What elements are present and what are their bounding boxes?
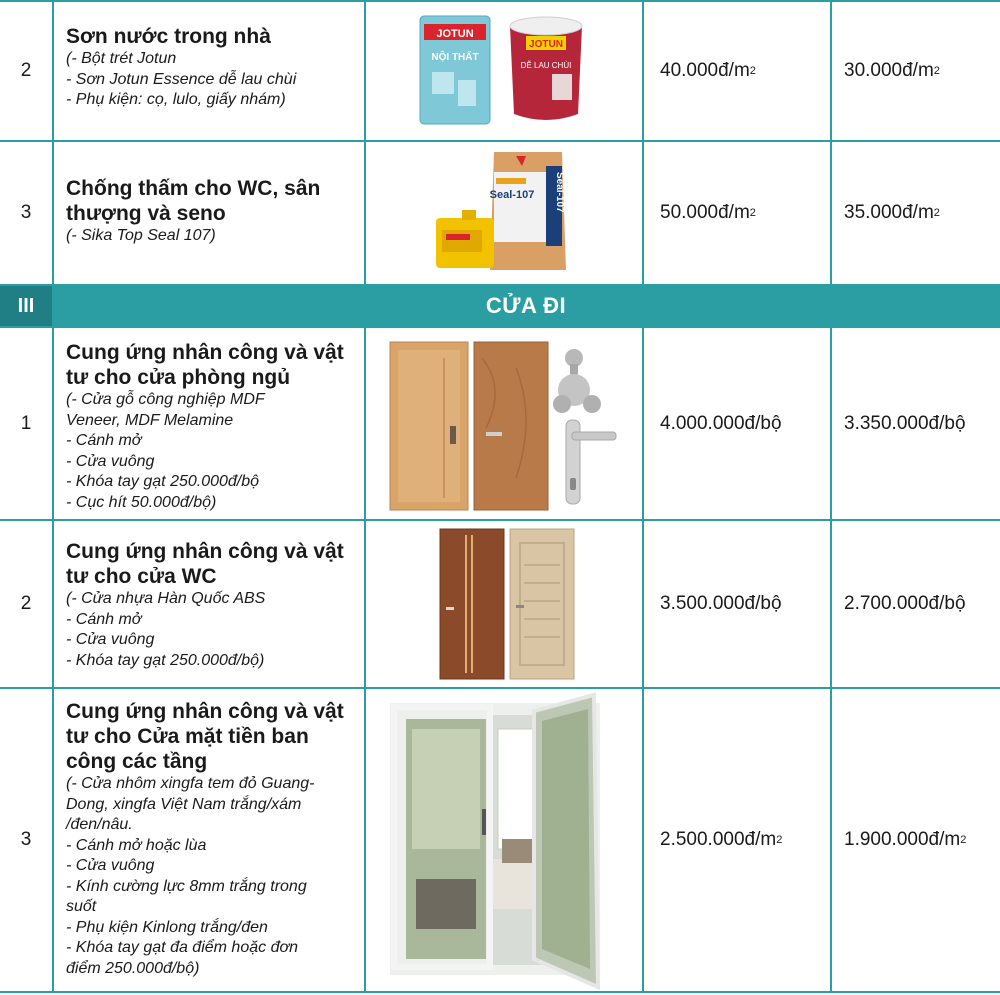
price-labor-material: 50.000đ/m 2 (642, 142, 830, 284)
row-title: Cung ứng nhân công và vật (66, 700, 344, 723)
section-header (0, 286, 1000, 328)
row-title: thượng và seno (66, 202, 226, 225)
bucket-brand: JOTUN (529, 39, 563, 50)
row-title: công các tầng (66, 750, 208, 773)
row-note: (- Cửa nhựa Hàn Quốc ABS (66, 590, 266, 607)
table-row (0, 328, 1000, 521)
bucket-text: DỄ LAU CHÙI (520, 61, 572, 70)
row-note: /đen/nâu. (66, 816, 133, 833)
row-description (52, 142, 364, 284)
price-labor-material: 4.000.000đ/bộ (642, 328, 830, 519)
bag-brand: JOTUN (436, 28, 474, 40)
section-number: III (0, 286, 52, 326)
price-labor-only: 2.700.000đ/bộ (830, 521, 1000, 687)
row-note: điểm 250.000đ/bộ) (66, 959, 200, 977)
row-number: 1 (20, 412, 32, 434)
row-note: (- Cửa gỗ công nghiệp MDF (66, 391, 265, 408)
sika-bag-side: Seal-107 (554, 172, 565, 213)
row-title: tư cho cửa WC (66, 565, 217, 588)
price-labor-material: 3.500.000đ/bộ (642, 521, 830, 687)
price-labor-only: 3.350.000đ/bộ (830, 328, 1000, 519)
product-image-cell (364, 328, 642, 519)
bag-text: NỘI THẤT (431, 52, 479, 63)
table-row (0, 142, 1000, 286)
product-image-cell (364, 689, 642, 991)
row-note: - Phụ kiện: cọ, lulo, giấy nhám) (66, 91, 286, 108)
product-image-cell (364, 2, 642, 140)
row-note: - Cửa vuông (66, 857, 155, 874)
row-note: Dong, xingfa Việt Nam trắng/xám (66, 795, 302, 813)
row-title: Chống thấm cho WC, sân (66, 177, 321, 200)
row-description (52, 689, 364, 991)
row-note: (- Cửa nhôm xingfa tem đỏ Guang- (66, 775, 315, 792)
row-note: - Cánh mở hoặc lùa (66, 836, 207, 854)
row-description (52, 2, 364, 140)
row-number: 2 (20, 60, 32, 81)
product-image-cell (364, 521, 642, 687)
table-row (0, 689, 1000, 993)
price-labor-material: 40.000đ/m 2 (642, 2, 830, 140)
row-title: Sơn nước trong nhà (66, 25, 271, 48)
row-note: suốt (66, 898, 97, 915)
row-number: 3 (20, 829, 32, 850)
bedroom-doors-image (366, 328, 642, 519)
row-number: 2 (20, 593, 32, 614)
product-image-cell (364, 142, 642, 284)
row-description (52, 521, 364, 687)
wc-doors-image (366, 521, 642, 687)
row-note: - Cửa vuông (66, 452, 155, 470)
paint-products-image (366, 2, 642, 142)
row-note: - Sơn Jotun Essence dễ lau chùi (66, 70, 297, 88)
table-row (0, 0, 1000, 142)
row-note: - Khóa tay gạt 250.000đ/bộ) (66, 651, 265, 669)
row-description (52, 328, 364, 519)
price-labor-only: 35.000đ/m 2 (830, 142, 1000, 284)
row-note: - Khóa tay gạt 250.000đ/bộ (66, 473, 260, 490)
row-note: - Kính cường lực 8mm trắng trong (66, 877, 307, 895)
row-note: - Cục hít 50.000đ/bộ) (66, 493, 217, 511)
waterproofing-image (366, 142, 642, 284)
sika-bag-text: Seal-107 (489, 189, 535, 201)
row-note: - Cánh mở (66, 610, 142, 628)
price-labor-material: 2.500.000đ/m 2 (642, 689, 830, 991)
melamine-door (474, 342, 548, 510)
price-labor-only: 1.900.000đ/m 2 (830, 689, 1000, 991)
row-note: (- Bột trét Jotun (66, 50, 177, 67)
table-row (0, 521, 1000, 689)
row-note: - Cánh mở (66, 432, 142, 449)
section-title: CỬA ĐI (485, 293, 567, 318)
price-labor-only: 30.000đ/m 2 (830, 2, 1000, 140)
row-note: Veneer, MDF Melamine (66, 411, 234, 429)
row-note: - Phụ kiện Kinlong trắng/đen (66, 918, 268, 936)
row-note: (- Sika Top Seal 107) (66, 227, 216, 244)
row-title: Cung ứng nhân công và vật (66, 341, 344, 364)
row-note: - Khóa tay gạt đa điểm hoặc đơn (66, 939, 299, 956)
row-title: Cung ứng nhân công và vật (66, 540, 344, 563)
row-note: - Cửa vuông (66, 631, 155, 648)
row-number: 3 (20, 202, 32, 223)
row-title: tư cho Cửa mặt tiền ban (66, 725, 309, 748)
row-title: tư cho cửa phòng ngủ (66, 366, 291, 389)
aluminum-door-image (366, 689, 642, 991)
